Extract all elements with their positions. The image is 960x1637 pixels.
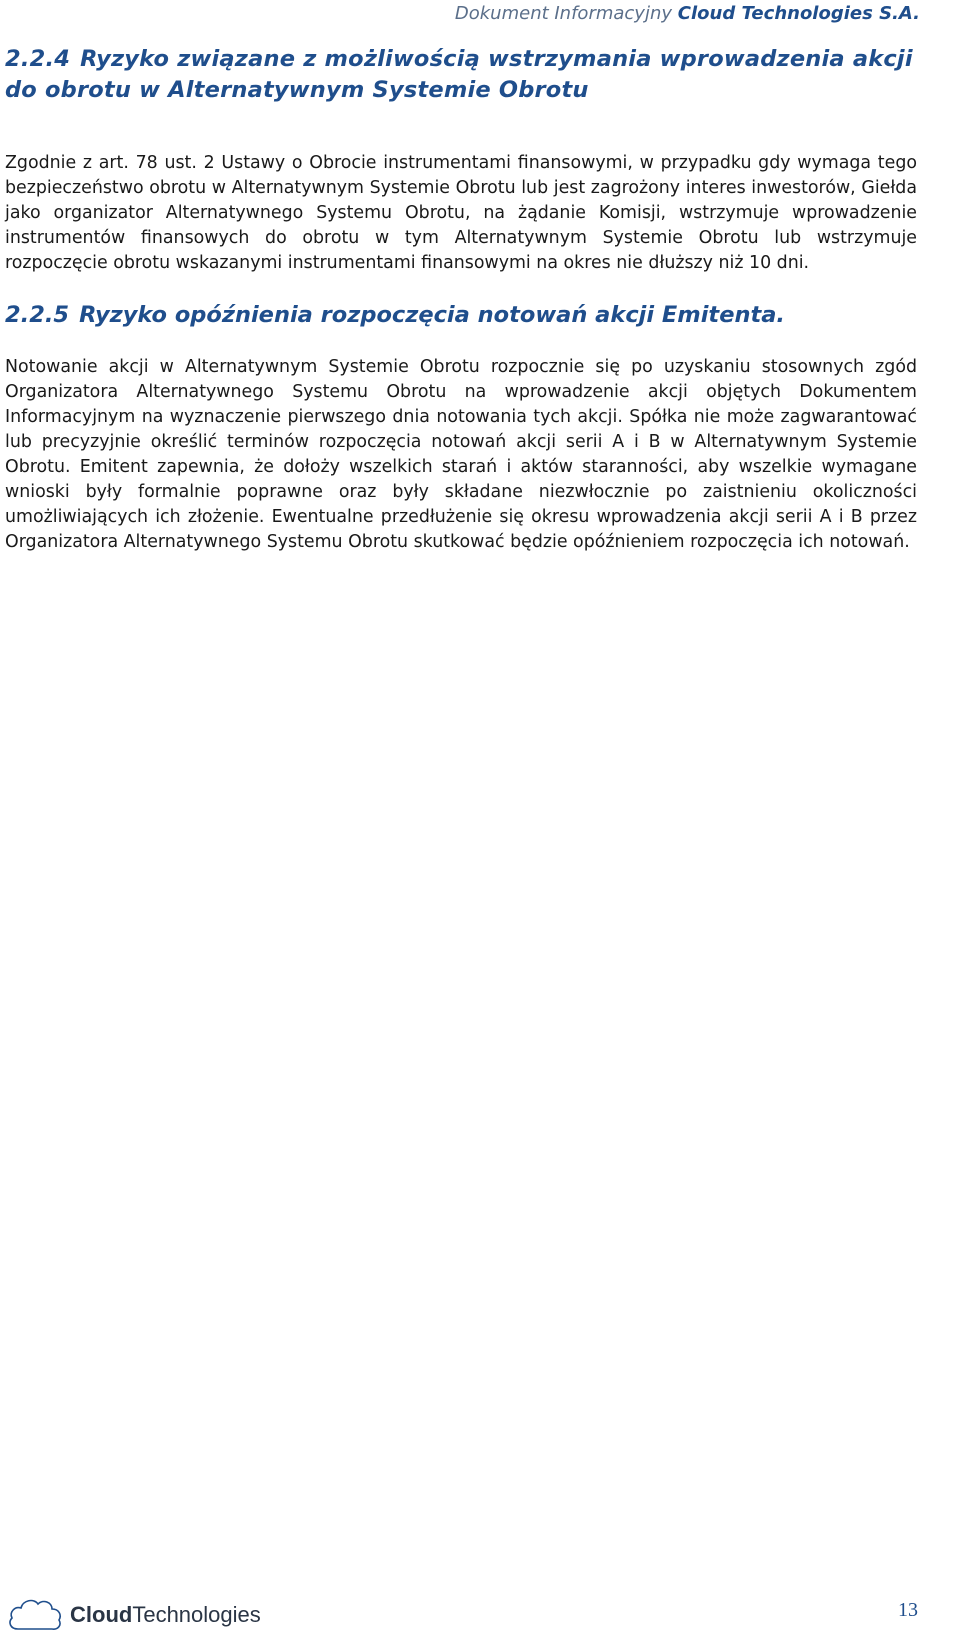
section-number: 2.2.4	[5, 46, 71, 72]
page-number: 13	[898, 1599, 918, 1621]
section-title: Ryzyko opóźnienia rozpoczęcia notowań akcji Emitenta.	[79, 302, 785, 328]
section-heading-2-2-4	[5, 44, 917, 106]
page-header	[455, 3, 920, 24]
section-heading-2-2-5	[5, 300, 917, 331]
section-title: Ryzyko związane z możliwością wstrzymania wprowadzenia akcji do obrotu w Alternatywnym Systemie Obrotu	[5, 46, 913, 103]
company-name: Cloud Technologies S.A.	[677, 3, 920, 24]
section-number: 2.2.5	[5, 302, 70, 328]
company-logo	[6, 1595, 261, 1635]
cloud-icon	[6, 1595, 64, 1635]
document-body	[5, 44, 917, 555]
page-footer	[0, 1577, 960, 1637]
section-paragraph-2-2-5: Notowanie akcji w Alternatywnym Systemie Obrotu rozpocznie się po uzyskaniu stosownych zgód Organizatora Alternatywnego Systemu Obrotu na wprowadzenie akcji objętych Dokumentem Informacyjnym na wyznaczenie pierwszego dnia notowania tych akcji. Spółka nie może zagwarantować lub precyzyjnie określić terminów rozpoczęcia notowań akcji serii A i B w Alternatywnym Systemie Obrotu. Emitent zapewnia, że dołoży wszelkich starań i aktów staranności, aby wszelkie wymagane wnioski były formalnie poprawne oraz były składane niezwłocznie po zaistnieniu okoliczności umożliwiających ich złożenie. Ewentualne przedłużenie się okresu wprowadzenia akcji serii A i B przez Organizatora Alternatywnego Systemu Obrotu skutkować będzie opóźnieniem rozpoczęcia ich notowań.	[5, 357, 917, 552]
logo-text: CloudTechnologies	[70, 1602, 261, 1627]
document-label: Dokument Informacyjny	[454, 3, 673, 24]
section-paragraph-2-2-4: Zgodnie z art. 78 ust. 2 Ustawy o Obrocie instrumentami finansowymi, w przypadku gdy wymaga tego bezpieczeństwo obrotu w Alternatywnym Systemie Obrotu lub jest zagrożony interes inwestorów, Giełda jako organizator Alternatywnego Systemu Obrotu, na żądanie Komisji, wstrzymuje wprowadzenie instrumentów finansowych do obrotu w tym Alternatywnym Systemie Obrotu lub wstrzymuje rozpoczęcie obrotu wskazanymi instrumentami finansowymi na okres nie dłuższy niż 10 dni.	[5, 153, 917, 273]
